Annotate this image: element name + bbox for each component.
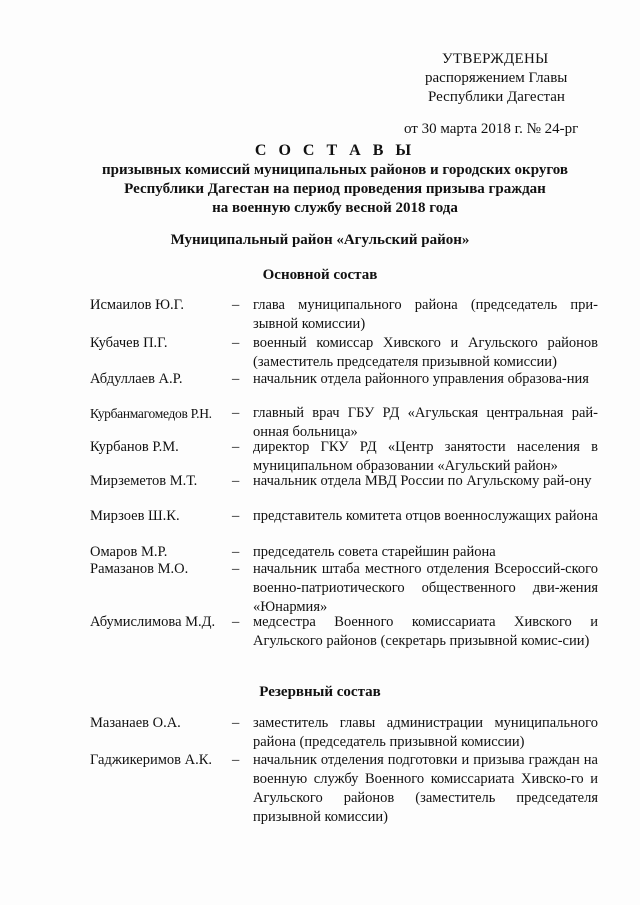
approval-title: УТВЕРЖДЕНЫ (442, 51, 549, 67)
approval-line-1: распоряжением Главы (425, 70, 568, 86)
approval-date: от 30 марта 2018 г. № 24-рг (404, 121, 579, 137)
document-subtitle-line-1: призывных комиссий муниципальных районов и городских округов (101, 162, 569, 178)
member-role: начальник отдела МВД России по Агульскому рай-ону (253, 473, 592, 489)
member-role: заместитель главы администрации муниципального района (председатель призывной комиссии) (253, 715, 598, 750)
dash: – (232, 544, 240, 560)
dash: – (232, 371, 240, 387)
member-role: военный комиссар Хивского и Агульского районов (заместитель председателя призывной комиссии) (253, 335, 598, 370)
reserve-section-title: Резервный состав (259, 684, 381, 700)
document-title: С О С Т А В Ы (254, 142, 416, 159)
dash: – (232, 561, 240, 577)
dash: – (232, 405, 240, 421)
member-name: Мирземетов М.Т. (90, 473, 198, 489)
member-role: начальник отделения подготовки и призыва граждан на военную службу Военного комиссариата Хивско-го и Агульского районов (заместитель председателя призывной комиссии) (253, 752, 598, 825)
document-subtitle-line-3: на военную службу весной 2018 года (212, 200, 458, 216)
dash: – (232, 473, 240, 489)
member-role: глава муниципального района (председатель при-зывной комиссии) (253, 297, 598, 332)
member-name: Гаджикеримов А.К. (90, 752, 213, 768)
main-section-title: Основной состав (262, 267, 378, 283)
member-role: главный врач ГБУ РД «Агульская центральная рай-онная больница» (253, 405, 598, 440)
member-role: начальник штаба местного отделения Всероссий-ского военно-патриотического общественного дви-жения «Юнармия» (253, 561, 598, 615)
member-role: медсестра Военного комиссариата Хивского и Агульского районов (секретарь призывной комис-сии) (253, 614, 598, 649)
document-heading (0, 141, 640, 218)
approval-line-2: Республики Дагестан (428, 89, 565, 105)
member-name: Исмаилов Ю.Г. (90, 297, 185, 313)
dash: – (232, 752, 240, 768)
member-role: представитель комитета отцов военнослужащих района (253, 508, 598, 524)
member-name: Курбанов Р.М. (90, 439, 179, 455)
member-role: директор ГКУ РД «Центр занятости населения в муниципальном образовании «Агульский район» (253, 439, 598, 474)
dash: – (232, 508, 240, 524)
dash: – (232, 715, 240, 731)
district-title: Муниципальный район «Агульский район» (170, 232, 470, 248)
member-name: Абдуллаев А.Р. (90, 371, 183, 387)
member-name: Мирзоев Ш.К. (90, 508, 180, 524)
member-name: Кубачев П.Г. (90, 335, 168, 351)
dash: – (232, 335, 240, 351)
dash: – (232, 614, 240, 630)
member-role: начальник отдела районного управления образова-ния (253, 371, 589, 387)
member-name: Мазанаев О.А. (90, 715, 181, 731)
member-name: Рамазанов М.О. (90, 561, 189, 577)
member-name: Омаров М.Р. (90, 544, 168, 560)
dash: – (232, 439, 240, 455)
document-subtitle-line-2: Республики Дагестан на период проведения призыва граждан (124, 181, 546, 197)
member-name: Курбанмагомедов Р.Н. (90, 406, 212, 421)
member-name: Абумислимова М.Д. (90, 614, 216, 630)
dash: – (232, 297, 240, 313)
member-role: председатель совета старейшин района (253, 544, 496, 560)
